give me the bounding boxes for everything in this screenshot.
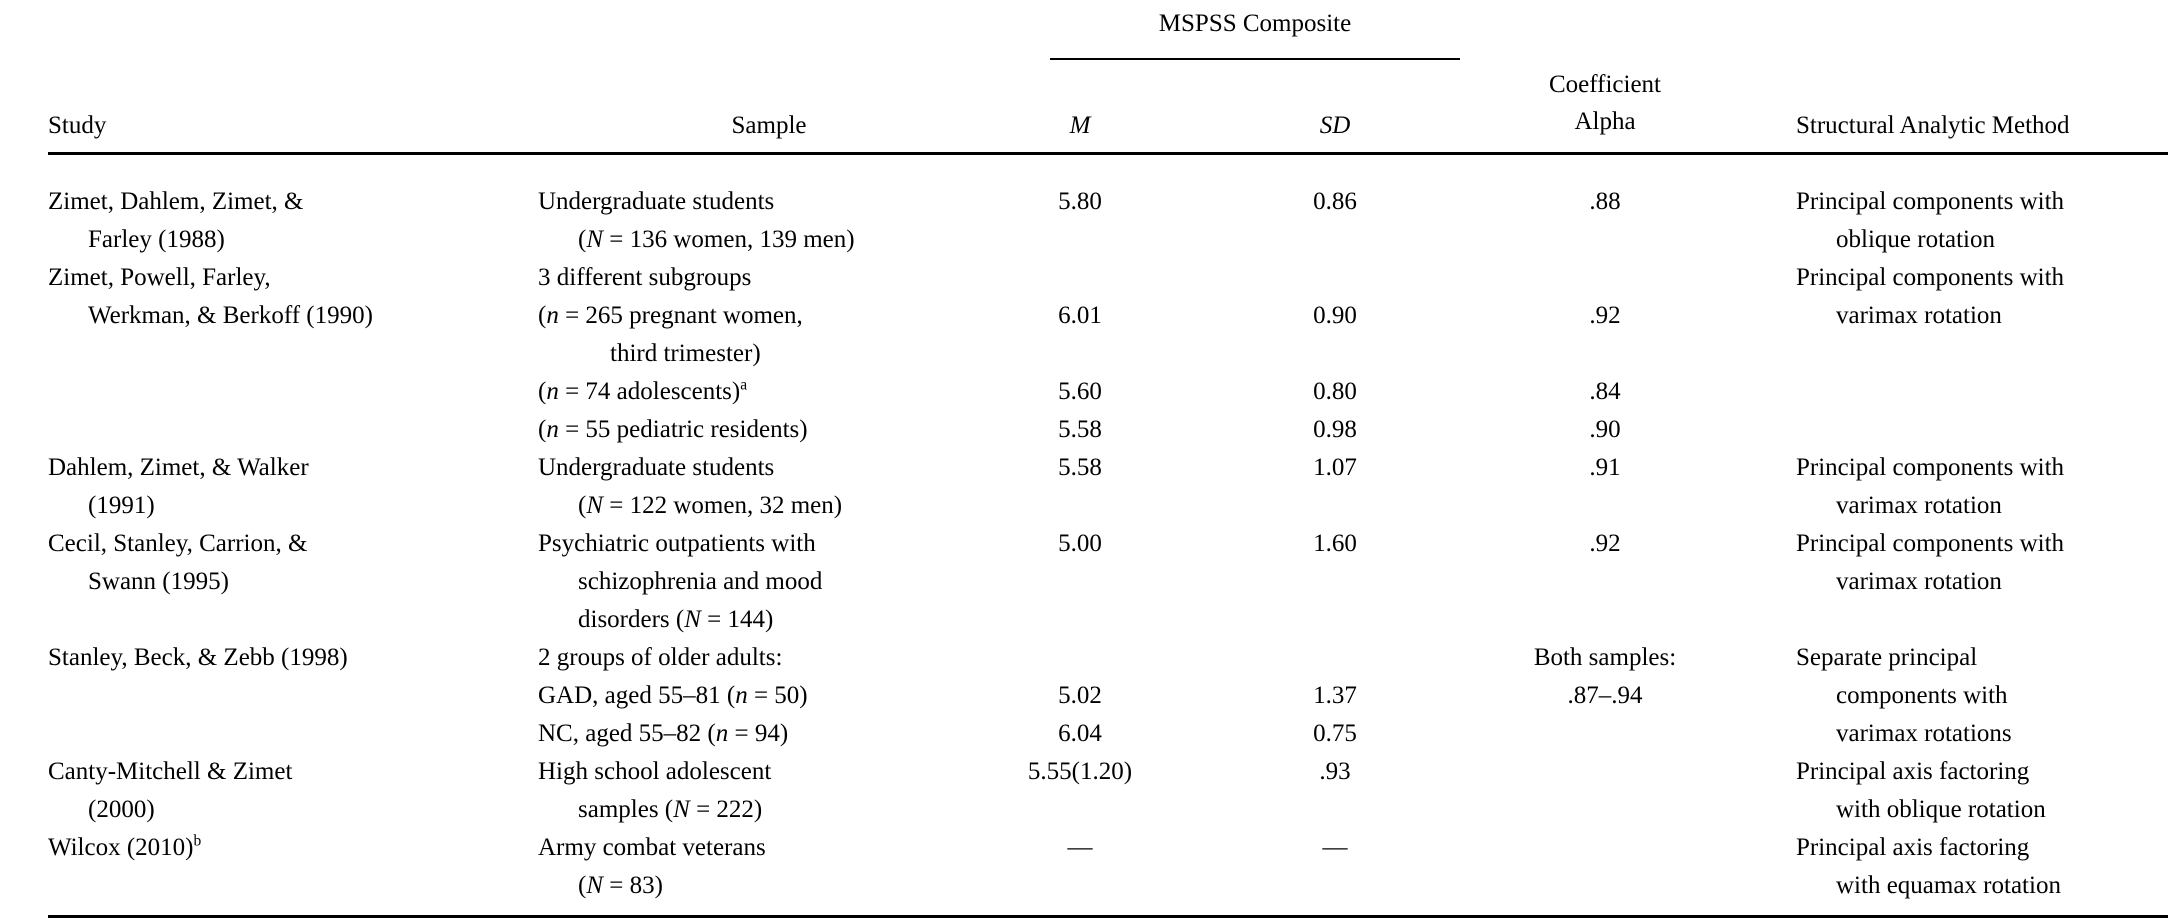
study-cell: Cecil, Stanley, Carrion, & (48, 530, 308, 557)
study-cell (48, 715, 538, 753)
table-row (48, 563, 2168, 601)
m-cell: 6.04 (1058, 720, 1102, 747)
sd-cell: .93 (1319, 758, 1351, 785)
sd-cell: 1.60 (1313, 530, 1357, 557)
m-cell: 5.55(1.20) (1027, 758, 1133, 785)
study-cell: Swann (1995) (88, 568, 229, 595)
study-cell: Dahlem, Zimet, & Walker (48, 454, 309, 481)
table-row (48, 753, 2168, 791)
mspss-studies-table (48, 0, 2168, 918)
study-cell: Farley (1988) (88, 226, 225, 253)
header-row-top (48, 0, 2168, 60)
alpha-cell (1510, 791, 1700, 829)
sample-cell: schizophrenia and mood (578, 568, 823, 595)
table-row (48, 297, 2168, 335)
m-cell: 6.01 (1058, 302, 1102, 329)
sd-cell (1160, 259, 1510, 297)
m-cell (1000, 791, 1160, 829)
alpha-cell: .84 (1589, 378, 1621, 405)
m-cell (1000, 487, 1160, 525)
method-cell: varimax rotations (1836, 720, 2012, 747)
table-row (48, 449, 2168, 487)
table-row (48, 525, 2168, 563)
sample-cell: (N = 136 women, 139 men) (578, 226, 855, 253)
table-row (48, 487, 2168, 525)
study-cell: (1991) (88, 492, 155, 519)
sd-cell (1160, 639, 1510, 677)
alpha-cell (1510, 753, 1700, 791)
m-cell: 5.02 (1058, 682, 1102, 709)
study-cell (48, 411, 538, 449)
sd-cell (1160, 221, 1510, 259)
study-cell (48, 335, 538, 373)
alpha-cell: .90 (1589, 416, 1621, 443)
alpha-cell: .92 (1589, 530, 1621, 557)
sd-cell (1160, 791, 1510, 829)
table-row (48, 601, 2168, 639)
sample-cell: NC, aged 55–82 (n = 94) (538, 720, 789, 747)
table-row (48, 154, 2168, 222)
alpha-cell (1510, 335, 1700, 373)
method-cell: Principal components with (1796, 188, 2065, 215)
method-cell: Principal components with (1796, 530, 2065, 557)
study-cell: Wilcox $(2010)^b$ (48, 832, 202, 861)
table-row (48, 221, 2168, 259)
alpha-cell (1510, 867, 1700, 917)
header-spacer (1700, 0, 2168, 60)
table-header (48, 0, 2168, 154)
table-row (48, 259, 2168, 297)
study-cell: Zimet, Dahlem, Zimet, & (48, 188, 304, 215)
study-cell: Werkman, & Berkoff (1990) (88, 302, 373, 329)
method-cell: components with (1836, 682, 2008, 709)
column-header-method: Structural Analytic Method (1700, 60, 2168, 154)
study-cell (48, 601, 538, 639)
method-cell: varimax rotation (1836, 302, 2002, 329)
m-cell: — (1067, 834, 1093, 861)
method-cell (1700, 373, 2168, 411)
table-row (48, 867, 2168, 917)
column-header-m: M (1000, 60, 1160, 154)
table-row (48, 335, 2168, 373)
coefficient-alpha-line1: Coefficient (1549, 71, 1661, 98)
m-cell (1000, 563, 1160, 601)
m-cell (1000, 335, 1160, 373)
alpha-cell: .88 (1589, 188, 1621, 215)
mspss-composite-header-cell (1000, 0, 1510, 60)
sample-cell: 2 groups of older adults: (538, 644, 783, 671)
method-cell: Principal axis factoring (1796, 758, 2030, 785)
method-cell: varimax rotation (1836, 568, 2002, 595)
m-cell: 5.58 (1058, 416, 1102, 443)
sample-cell: Undergraduate students (538, 454, 775, 481)
sd-cell: — (1322, 834, 1348, 861)
sample-cell: (N = 83) (578, 872, 663, 899)
sd-cell (1160, 335, 1510, 373)
sd-cell: 0.80 (1313, 378, 1357, 405)
table-row (48, 829, 2168, 867)
table-body (48, 154, 2168, 917)
study-cell (48, 677, 538, 715)
method-cell (1700, 601, 2168, 639)
method-cell: with equamax rotation (1836, 872, 2061, 899)
column-header-study: Study (48, 60, 538, 154)
column-header-sample: Sample (538, 60, 1000, 154)
m-cell (1000, 639, 1160, 677)
sample-cell: GAD, aged 55–81 (n = 50) (538, 682, 808, 709)
header-spacer (538, 0, 1000, 60)
table-row (48, 715, 2168, 753)
method-cell: varimax rotation (1836, 492, 2002, 519)
alpha-cell: .91 (1589, 454, 1621, 481)
method-cell (1700, 411, 2168, 449)
sample-cell: (n = 55 pediatric residents) (538, 416, 808, 443)
sample-cell: disorders (N = 144) (578, 606, 774, 633)
method-cell (1700, 335, 2168, 373)
method-cell: Principal axis factoring (1796, 834, 2030, 861)
m-cell (1000, 221, 1160, 259)
header-row-bottom (48, 60, 2168, 154)
m-cell (1000, 259, 1160, 297)
method-cell: Principal components with (1796, 264, 2065, 291)
sd-cell (1160, 563, 1510, 601)
study-cell: (2000) (88, 796, 155, 823)
study-cell: Zimet, Powell, Farley, (48, 264, 271, 291)
coefficient-alpha-line2: Alpha (1574, 108, 1636, 135)
alpha-cell (1510, 601, 1700, 639)
m-cell: 5.80 (1058, 188, 1102, 215)
table-row (48, 791, 2168, 829)
alpha-cell (1510, 487, 1700, 525)
sample-cell: 3 different subgroups (538, 264, 752, 291)
alpha-cell (1510, 563, 1700, 601)
study-cell: Stanley, Beck, & Zebb (1998) (48, 644, 348, 671)
m-cell (1000, 601, 1160, 639)
sample-cell: (n = 265 pregnant women, (538, 302, 803, 329)
table-row (48, 639, 2168, 677)
sd-cell: 1.07 (1313, 454, 1357, 481)
sample-cell: Psychiatric outpatients with (538, 530, 816, 557)
sd-cell: 0.98 (1313, 416, 1357, 443)
alpha-cell (1510, 715, 1700, 753)
sample-cell: Army combat veterans (538, 834, 766, 861)
column-header-sd: SD (1160, 60, 1510, 154)
m-cell: 5.58 (1058, 454, 1102, 481)
sd-cell (1160, 867, 1510, 917)
alpha-cell: Both samples: (1533, 644, 1677, 671)
sd-cell: 0.90 (1313, 302, 1357, 329)
sd-cell: 0.75 (1313, 720, 1357, 747)
m-cell: 5.60 (1058, 378, 1102, 405)
sd-cell (1160, 601, 1510, 639)
method-cell: Principal components with (1796, 454, 2065, 481)
alpha-cell: .87–.94 (1567, 682, 1643, 709)
column-header-coefficient-alpha (1510, 0, 1700, 154)
method-cell: with oblique rotation (1836, 796, 2046, 823)
sample-cell: third trimester) (610, 340, 761, 367)
alpha-cell (1510, 221, 1700, 259)
sample-cell: samples (N = 222) (578, 796, 763, 823)
method-cell: Separate principal (1796, 644, 1978, 671)
sample-cell: (n = 74 adolescents)$^a$ (538, 376, 748, 405)
sd-cell (1160, 487, 1510, 525)
m-cell (1000, 867, 1160, 917)
study-cell: Canty-Mitchell & Zimet (48, 758, 293, 785)
sample-cell: (N = 122 women, 32 men) (578, 492, 843, 519)
table-row (48, 677, 2168, 715)
study-cell (48, 867, 538, 917)
alpha-cell: .92 (1589, 302, 1621, 329)
sample-cell: High school adolescent (538, 758, 772, 785)
sd-cell: 1.37 (1313, 682, 1357, 709)
table-row (48, 373, 2168, 411)
header-spacer (48, 0, 538, 60)
mspss-composite-label: MSPSS Composite (1050, 6, 1460, 60)
alpha-cell (1510, 259, 1700, 297)
alpha-cell (1510, 829, 1700, 867)
method-cell: oblique rotation (1836, 226, 1995, 253)
sample-cell: Undergraduate students (538, 188, 775, 215)
sd-cell: 0.86 (1313, 188, 1357, 215)
m-cell: 5.00 (1058, 530, 1102, 557)
study-cell (48, 373, 538, 411)
table-row (48, 411, 2168, 449)
